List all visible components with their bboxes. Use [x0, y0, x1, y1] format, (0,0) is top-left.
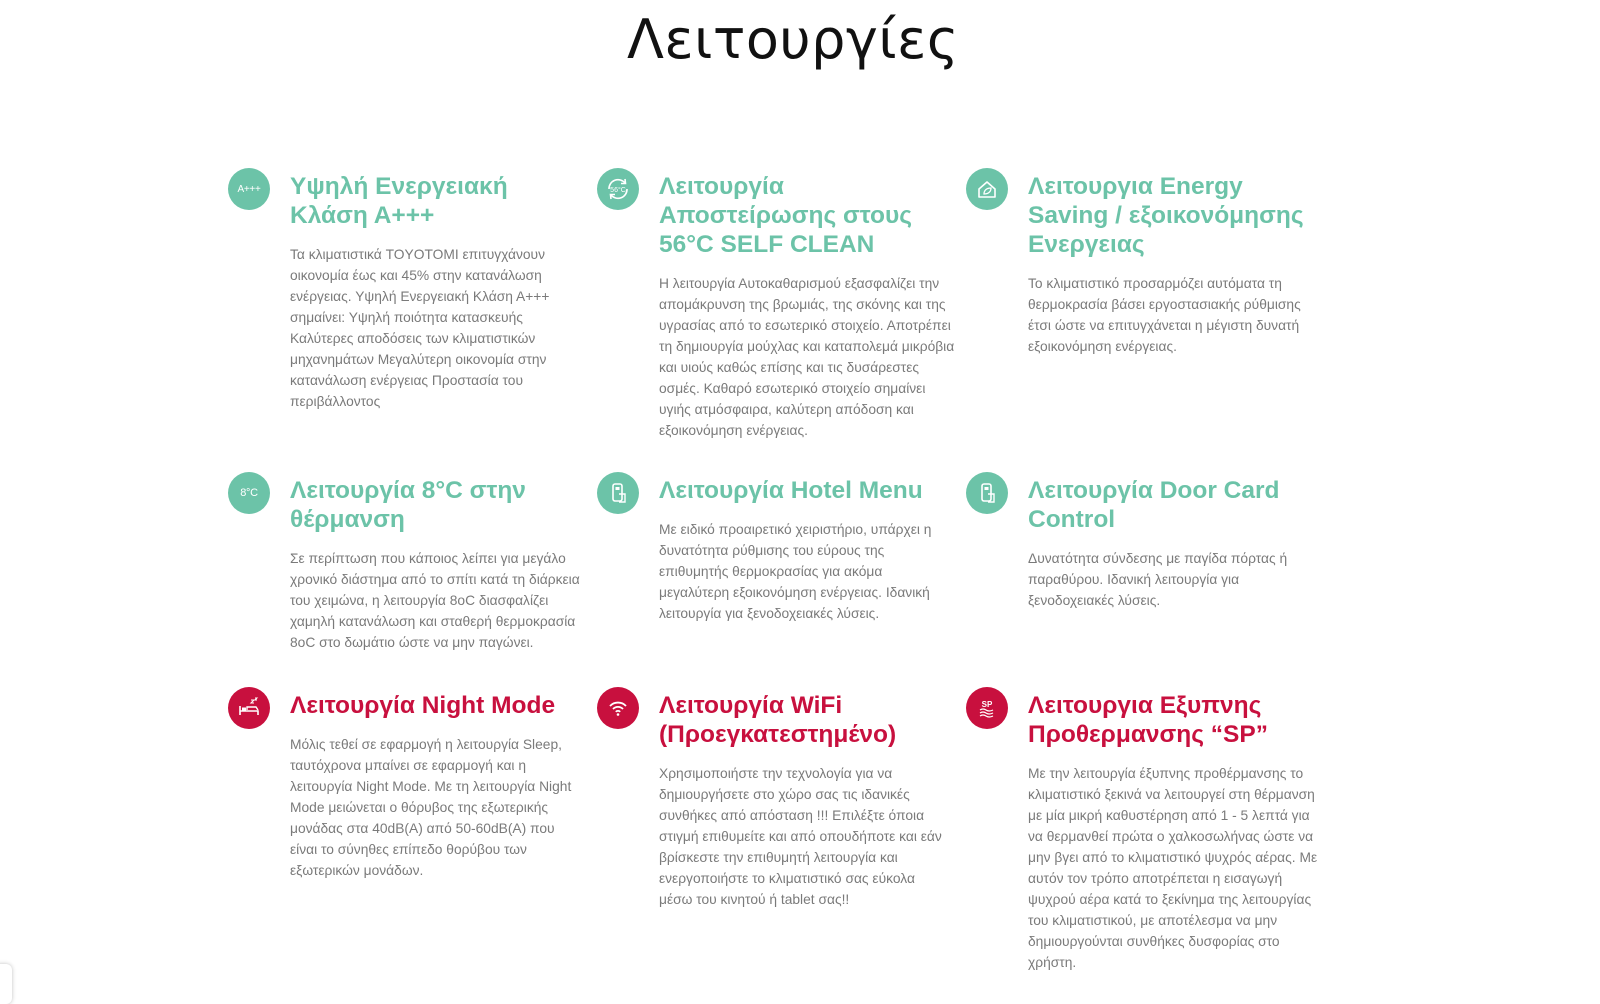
feature-description: Τα κλιματιστικά TOYOTOMI επιτυγχάνουν οικονομία έως και 45% στην κατανάλωση ενέργειας. Υψηλή Ενεργειακή Κλάση Α+++ σημαίνει: Υψηλή ποιότητα κατασκευής Καλύτερες αποδόσεις των κλιματιστικών μηχανημάτων Μεγαλύτερη οικονομία στην κατανάλωση ενέργειας Προστασία του περιβάλλοντος [290, 247, 550, 409]
feature-description: Σε περίπτωση που κάποιος λείπει για μεγάλο χρονικό διάστημα από το σπίτι κατά τη διάρκεια του χειμώνα, η λειτουργία 8oC διασφαλίζει χαμηλή κατανάλωση και σταθερή θερμοκρασία 8oC στο δωμάτιο ώστε να μην παγώνει. [290, 551, 580, 650]
feature-title: Υψηλή Ενεργειακή Κλάση Α+++ [290, 173, 508, 229]
feature-title: Λειτουργία 8°C στην θέρμανση [290, 477, 526, 533]
feature-energy-saving [966, 168, 1326, 357]
energy-class-icon-label: A+++ [237, 183, 261, 195]
feature-title: Λειτουργια Energy Saving / εξοικονόμησης Ενεργειας [1028, 173, 1304, 258]
energy-saving-house-icon [966, 168, 1008, 210]
feature-hotel-menu [597, 472, 957, 624]
feature-title: Λειτουργία Hotel Menu [659, 477, 923, 504]
feature-energy-class [228, 168, 588, 412]
feature-night-mode [228, 687, 588, 881]
feature-title: Λειτουργία Door Card Control [1028, 477, 1280, 533]
wifi-icon [597, 687, 639, 729]
page-title: Λειτουργίες [626, 8, 960, 71]
hotel-remote-icon [597, 472, 639, 514]
feature-description: Μόλις τεθεί σε εφαρμογή η λειτουργία Sleep, ταυτόχρονα μπαίνει σε εφαρμογή και η λειτουργία Night Mode. Με τη λειτουργία Night Mode μειώνεται ο θόρυβος της εξωτερικής μονάδας στα 40dB(A) από 50-60dB(A) που είναι το σύνηθες επίπεδο θορύβου των εξωτερικών μονάδων. [290, 737, 572, 878]
feature-title: Λειτουργια Εξυπνης Προθερμανσης “SP” [1028, 692, 1268, 748]
feature-description: Δυνατότητα σύνδεσης με παγίδα πόρτας ή παραθύρου. Ιδανική λειτουργία για ξενοδοχειακές λύσεις. [1028, 551, 1288, 608]
feature-description: Με την λειτουργία έξυπνης προθέρμανσης το κλιματιστικό ξεκινά να λειτουργεί στη θέρμανση με μία μικρή καθυστέρηση από 1 - 5 λεπτά για να θερμανθεί πρώτα ο χαλκοσωλήνας ώστε να μην βγει από το κλιματιστικό ψυχρός αέρας. Με αυτόν τον τρόπο αποτρέπεται η εισαγωγή ψυχρού αέρα κατά το ξεκίνημα της λειτουργίας του κλιματιστικού, με αποτέλεσμα να μην δημιουργούνται συνθήκες δυσφορίας στο χρήστη. [1028, 766, 1318, 970]
feature-wifi [597, 687, 957, 910]
feature-self-clean [597, 168, 957, 441]
heating-icon-label: 8°C [240, 487, 258, 499]
feature-smart-preheat [966, 687, 1326, 973]
feature-title: Λειτουργία Αποστείρωσης στους 56°C SELF CLEAN [659, 173, 912, 258]
feature-description: Το κλιματιστικό προσαρμόζει αυτόματα τη θερμοκρασία βάσει εργοστασιακής ρύθμισης έτσι ώστε να επιτυγχάνεται η μέγιστη δυνατή εξοικονόμηση ενέργειας. [1028, 276, 1301, 354]
self-clean-56c-icon [597, 168, 639, 210]
energy-class-a-icon [228, 168, 270, 210]
door-card-icon [966, 472, 1008, 514]
self-clean-icon-label: 56°C [610, 187, 626, 194]
feature-heating-8c [228, 472, 588, 653]
feature-description: Χρησιμοποιήστε την τεχνολογία για να δημιουργήσετε στο χώρο σας τις ιδανικές συνθήκες από απόσταση !!! Επιλέξτε όποια στιγμή επιθυμείτε και από οπουδήποτε και εάν βρίσκεστε την επιθυμητή λειτουργία και ενεργοποιήστε το κλιματιστικό σας εύκολα μέσω του κινητού ή tablet σας!! [659, 766, 942, 907]
smart-preheat-sp-icon [966, 687, 1008, 729]
side-widget-tab[interactable] [0, 964, 12, 1004]
feature-door-card [966, 472, 1326, 611]
feature-description: Με ειδικό προαιρετικό χειριστήριο, υπάρχει η δυνατότητα ρύθμισης του εύρους της επιθυμητής θερμοκρασίας για ακόμα μεγαλύτερη εξοικονόμηση ενέργειας. Ιδανική λειτουργία για ξενοδοχειακές λύσεις. [659, 522, 932, 621]
night-mode-bed-icon [228, 687, 270, 729]
smart-preheat-icon-label: SP [981, 700, 993, 709]
feature-title: Λειτουργία Night Mode [290, 692, 556, 719]
feature-description: Η λειτουργία Αυτοκαθαρισμού εξασφαλίζει την απομάκρυνση της βρωμιάς, της σκόνης και της υγρασίας από το εσωτερικό στοιχείο. Αποτρέπει τη δημιουργία μούχλας και καταπολεμά μικρόβια και υιούς καθώς επίσης και τις δυσάρεστες οσμές. Καθαρό εσωτερικό στοιχείο σημαίνει υγιής ατμόσφαιρα, καλύτερη απόδοση και εξοικονόμηση ενέργειας. [659, 276, 955, 438]
heating-8c-icon [228, 472, 270, 514]
feature-title: Λειτουργία WiFi (Προεγκατεστημένο) [659, 692, 897, 748]
